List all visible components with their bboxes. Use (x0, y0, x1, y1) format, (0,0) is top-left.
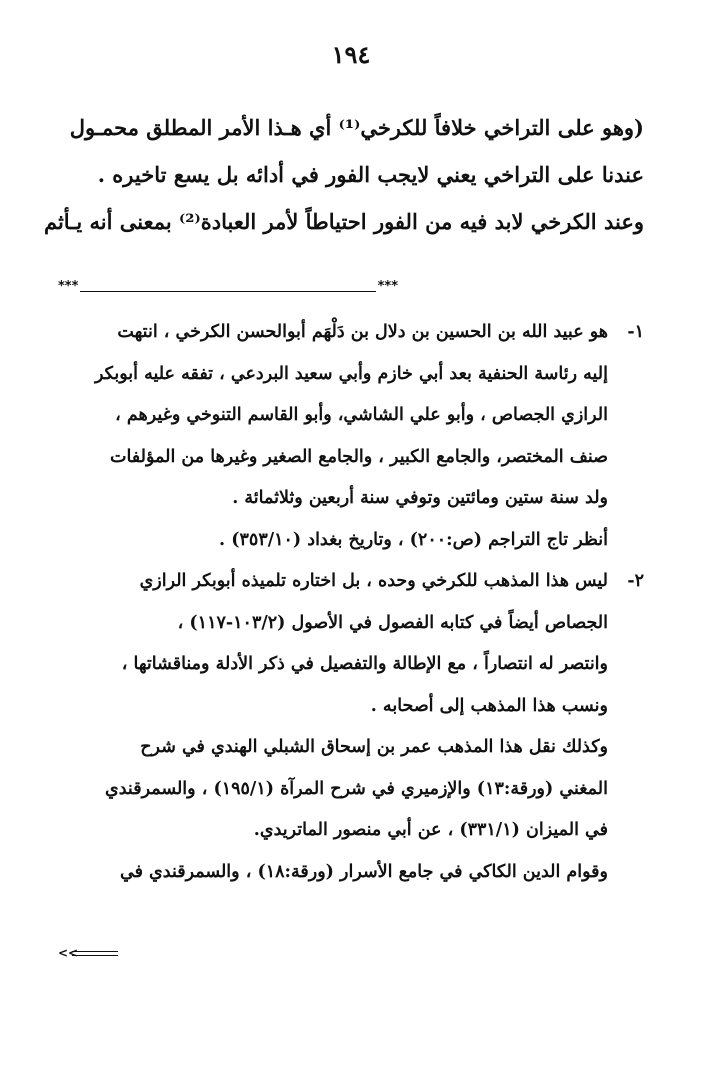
footnote-body (58, 312, 608, 520)
continuation-rule (72, 951, 118, 952)
footnote-reference: أنظر تاج التراجم (ص:٢٠٠) ، وتاريخ بغداد (٣٥٣/١٠) . (219, 529, 608, 550)
footnote-number: ١- (627, 322, 644, 342)
separator-stars-right: *** (377, 279, 398, 294)
footnote-1 (58, 312, 644, 520)
main-text-line: عندنا على التراخي يعني لايجب الفور في أدائه بل يسع تاخيره . (97, 162, 644, 187)
separator-rule (80, 291, 376, 292)
footnote-line: صنف المختصر، والجامع الكبير ، والجامع الصغير وغيرها من المؤلفات (110, 446, 608, 467)
footnote-line: هو عبيد الله بن الحسين بن دلال بن دَلْهَم أبوالحسن الكرخي ، انتهت (117, 322, 608, 342)
footnote-line: وانتصر له انتصاراً ، مع الإطالة والتفصيل في ذكر الأدلة ومناقشاتها ، (121, 654, 608, 674)
footnote-line: إليه رئاسة الحنفية بعد أبي خازم وأبي سعيد البردعي ، تفقه عليه أبوبكر (95, 363, 608, 384)
footnote-line: ولد سنة ستين ومائتين وتوفي سنة أربعين وثلاثمائة . (232, 488, 608, 508)
continuation-arrows: << (58, 946, 79, 960)
footnotes (58, 312, 644, 893)
continuation-mark (58, 946, 118, 960)
footnote-line: وقوام الدين الكاكي في جامع الأسرار (ورقة:١٨) ، والسمرقندي في (120, 861, 608, 882)
footnote-number: ٢- (627, 571, 644, 591)
footnote-line: وكذلك نقل هذا المذهب عمر بن إسحاق الشبلي الهندي في شرح (140, 737, 608, 757)
footnote-separator (58, 279, 398, 299)
main-text-line: وعند الكرخي لابد فيه من الفور احتياطاً لأمر العبادة⁽²⁾ بمعنى أنه يـأثم (43, 209, 644, 234)
footnote-line: الجصاص أيضاً في كتابه الفصول في الأصول (١٠٣/٢-١١٧) ، (177, 612, 608, 633)
separator-stars-left: *** (58, 279, 79, 294)
main-text-line: (وهو على التراخي خلافاً للكرخي⁽¹⁾ أي هـذا الأمر المطلق محمـول (69, 115, 644, 140)
continuation-rule (72, 955, 118, 956)
footnote-line: المغني (ورقة:١٣) والإزميري في شرح المرآة (١٩٥/١) ، والسمرقندي (105, 778, 608, 799)
footnote-line: في الميزان (٣٣١/١) ، عن أبي منصور الماتريدي. (253, 820, 608, 840)
footnote-2 (58, 561, 644, 727)
footnote-line: الرازي الجصاص ، وأبو علي الشاشي، وأبو القاسم التنوخي وغيرهم ، (115, 405, 608, 425)
footnote-line: ليس هذا المذهب للكرخي وحده ، بل اختاره تلميذه أبوبكر الرازي (139, 571, 608, 591)
footnote-line: ونسب هذا المذهب إلى أصحابه . (370, 695, 608, 716)
main-text (42, 104, 644, 245)
footnote-body (58, 561, 608, 727)
page-number: ١٩٤ (331, 40, 371, 69)
